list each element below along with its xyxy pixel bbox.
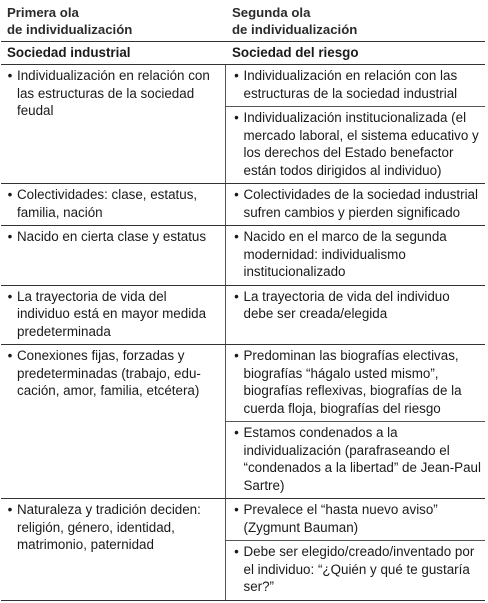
second-wave-cell: [225, 345, 485, 499]
second-wave-item: [230, 543, 482, 596]
bullet-icon: •: [7, 187, 13, 202]
second-wave-item: [230, 501, 482, 536]
subheader-industrial-society: Sociedad industrial: [1, 42, 225, 65]
second-wave-item: [230, 288, 482, 323]
first-wave-cell: [1, 226, 225, 286]
bullet-icon: •: [234, 229, 239, 244]
first-wave-item: [3, 228, 221, 246]
bullet-icon: •: [234, 502, 239, 517]
table-row: [1, 65, 485, 184]
first-wave-item-text: La trayectoria de vida del individuo está en mayor medida predeterminada: [17, 288, 207, 339]
second-wave-item: [230, 186, 482, 221]
second-wave-item: [230, 67, 482, 102]
bullet-icon: •: [234, 348, 239, 363]
header-second-wave: [225, 0, 485, 42]
second-wave-item-text: Nacido en el marco de la segunda modernidad: individualismo institucionalizado: [243, 229, 447, 279]
first-wave-item: [3, 186, 221, 221]
second-wave-cell: [225, 226, 485, 286]
first-wave-item: [3, 288, 221, 341]
item-separator: [226, 421, 486, 494]
table-body: [1, 65, 485, 601]
bullet-icon: •: [7, 229, 13, 244]
table-row: [1, 184, 485, 226]
item-separator: [226, 540, 486, 596]
second-wave-item-text: Individualización en relación con las estructuras de la sociedad industrial: [243, 68, 458, 101]
table-row: [1, 226, 485, 286]
first-wave-cell: [1, 345, 225, 499]
first-wave-item-text: Nacido en cierta clase y estatus: [17, 229, 207, 244]
bullet-icon: •: [234, 544, 239, 559]
second-wave-item-text: Individualización institucionalizada (el mercado laboral, el sistema educativo y los derechos del Estado benefactor están todos dirigidos al individuo): [243, 110, 479, 178]
header-second-wave-line2: de individualización: [232, 22, 358, 37]
first-wave-item: [3, 67, 221, 120]
second-wave-item-text: Estamos condenados a la individualización (parafraseando el “condenados a la libertad” de Jean-Paul Sartre): [243, 425, 481, 493]
table-row: [1, 285, 485, 345]
first-wave-cell: [1, 65, 225, 184]
table-row: [1, 345, 485, 499]
bullet-icon: •: [7, 68, 13, 83]
bullet-icon: •: [7, 348, 13, 363]
bullet-icon: •: [234, 110, 239, 125]
bullet-icon: •: [7, 502, 13, 517]
second-wave-item-text: La trayectoria de vida del individuo debe ser creada/elegida: [243, 288, 450, 321]
first-wave-item-text: Colectividades: clase, estatus, familia, nación: [17, 187, 198, 220]
second-wave-item-text: Predominan las biografías electivas, biografías “hágalo usted mismo”, biografías reflexivas, biografías de la cuerda floja, biografías del riesgo: [243, 348, 462, 416]
item-separator: [226, 106, 486, 179]
bullet-icon: •: [234, 425, 239, 440]
bullet-icon: •: [234, 288, 239, 304]
first-wave-cell: [1, 184, 225, 226]
header-first-wave-line1: Primera ola: [7, 5, 79, 20]
first-wave-item: [3, 501, 221, 554]
first-wave-cell: [1, 285, 225, 345]
second-wave-cell: [225, 285, 485, 345]
second-wave-item: [230, 228, 482, 281]
header-first-wave-line2: de individualización: [7, 22, 133, 37]
table-header-row: [1, 0, 485, 42]
bullet-icon: •: [234, 68, 239, 83]
bullet-icon: •: [234, 187, 239, 202]
first-wave-item-text: Naturaleza y tradición deciden: religión, género, identidad, matrimonio, paternidad: [17, 502, 201, 552]
table-subheader-row: [1, 42, 485, 65]
subheader-risk-society: Sociedad del riesgo: [225, 42, 485, 65]
first-wave-item-text: Individualización en relación con las estructuras de la sociedad feudal: [17, 68, 210, 118]
bullet-icon: •: [7, 288, 13, 304]
second-wave-item-text: Debe ser elegido/creado/inventado por el individuo: “¿Quién y qué te gustaría ser?”: [243, 544, 475, 594]
second-wave-cell: [225, 499, 485, 601]
second-wave-item: [230, 109, 482, 179]
second-wave-cell: [225, 65, 485, 184]
comparison-table: [1, 0, 485, 601]
second-wave-item: [230, 347, 482, 417]
second-wave-cell: [225, 184, 485, 226]
first-wave-item: [3, 347, 221, 400]
header-first-wave: [1, 0, 225, 42]
first-wave-item-text: Conexiones fijas, forzadas y predeterminadas (trabajo, edu-cación, amor, familia, etcétera): [17, 348, 201, 398]
second-wave-item: [230, 424, 482, 494]
header-second-wave-line1: Segunda ola: [232, 5, 311, 20]
second-wave-item-text: Colectividades de la sociedad industrial sufren cambios y pierden significado: [243, 187, 478, 220]
first-wave-cell: [1, 499, 225, 601]
second-wave-item-text: Prevalece el “hasta nuevo aviso” (Zygmunt Bauman): [243, 502, 438, 535]
table-row: [1, 499, 485, 601]
